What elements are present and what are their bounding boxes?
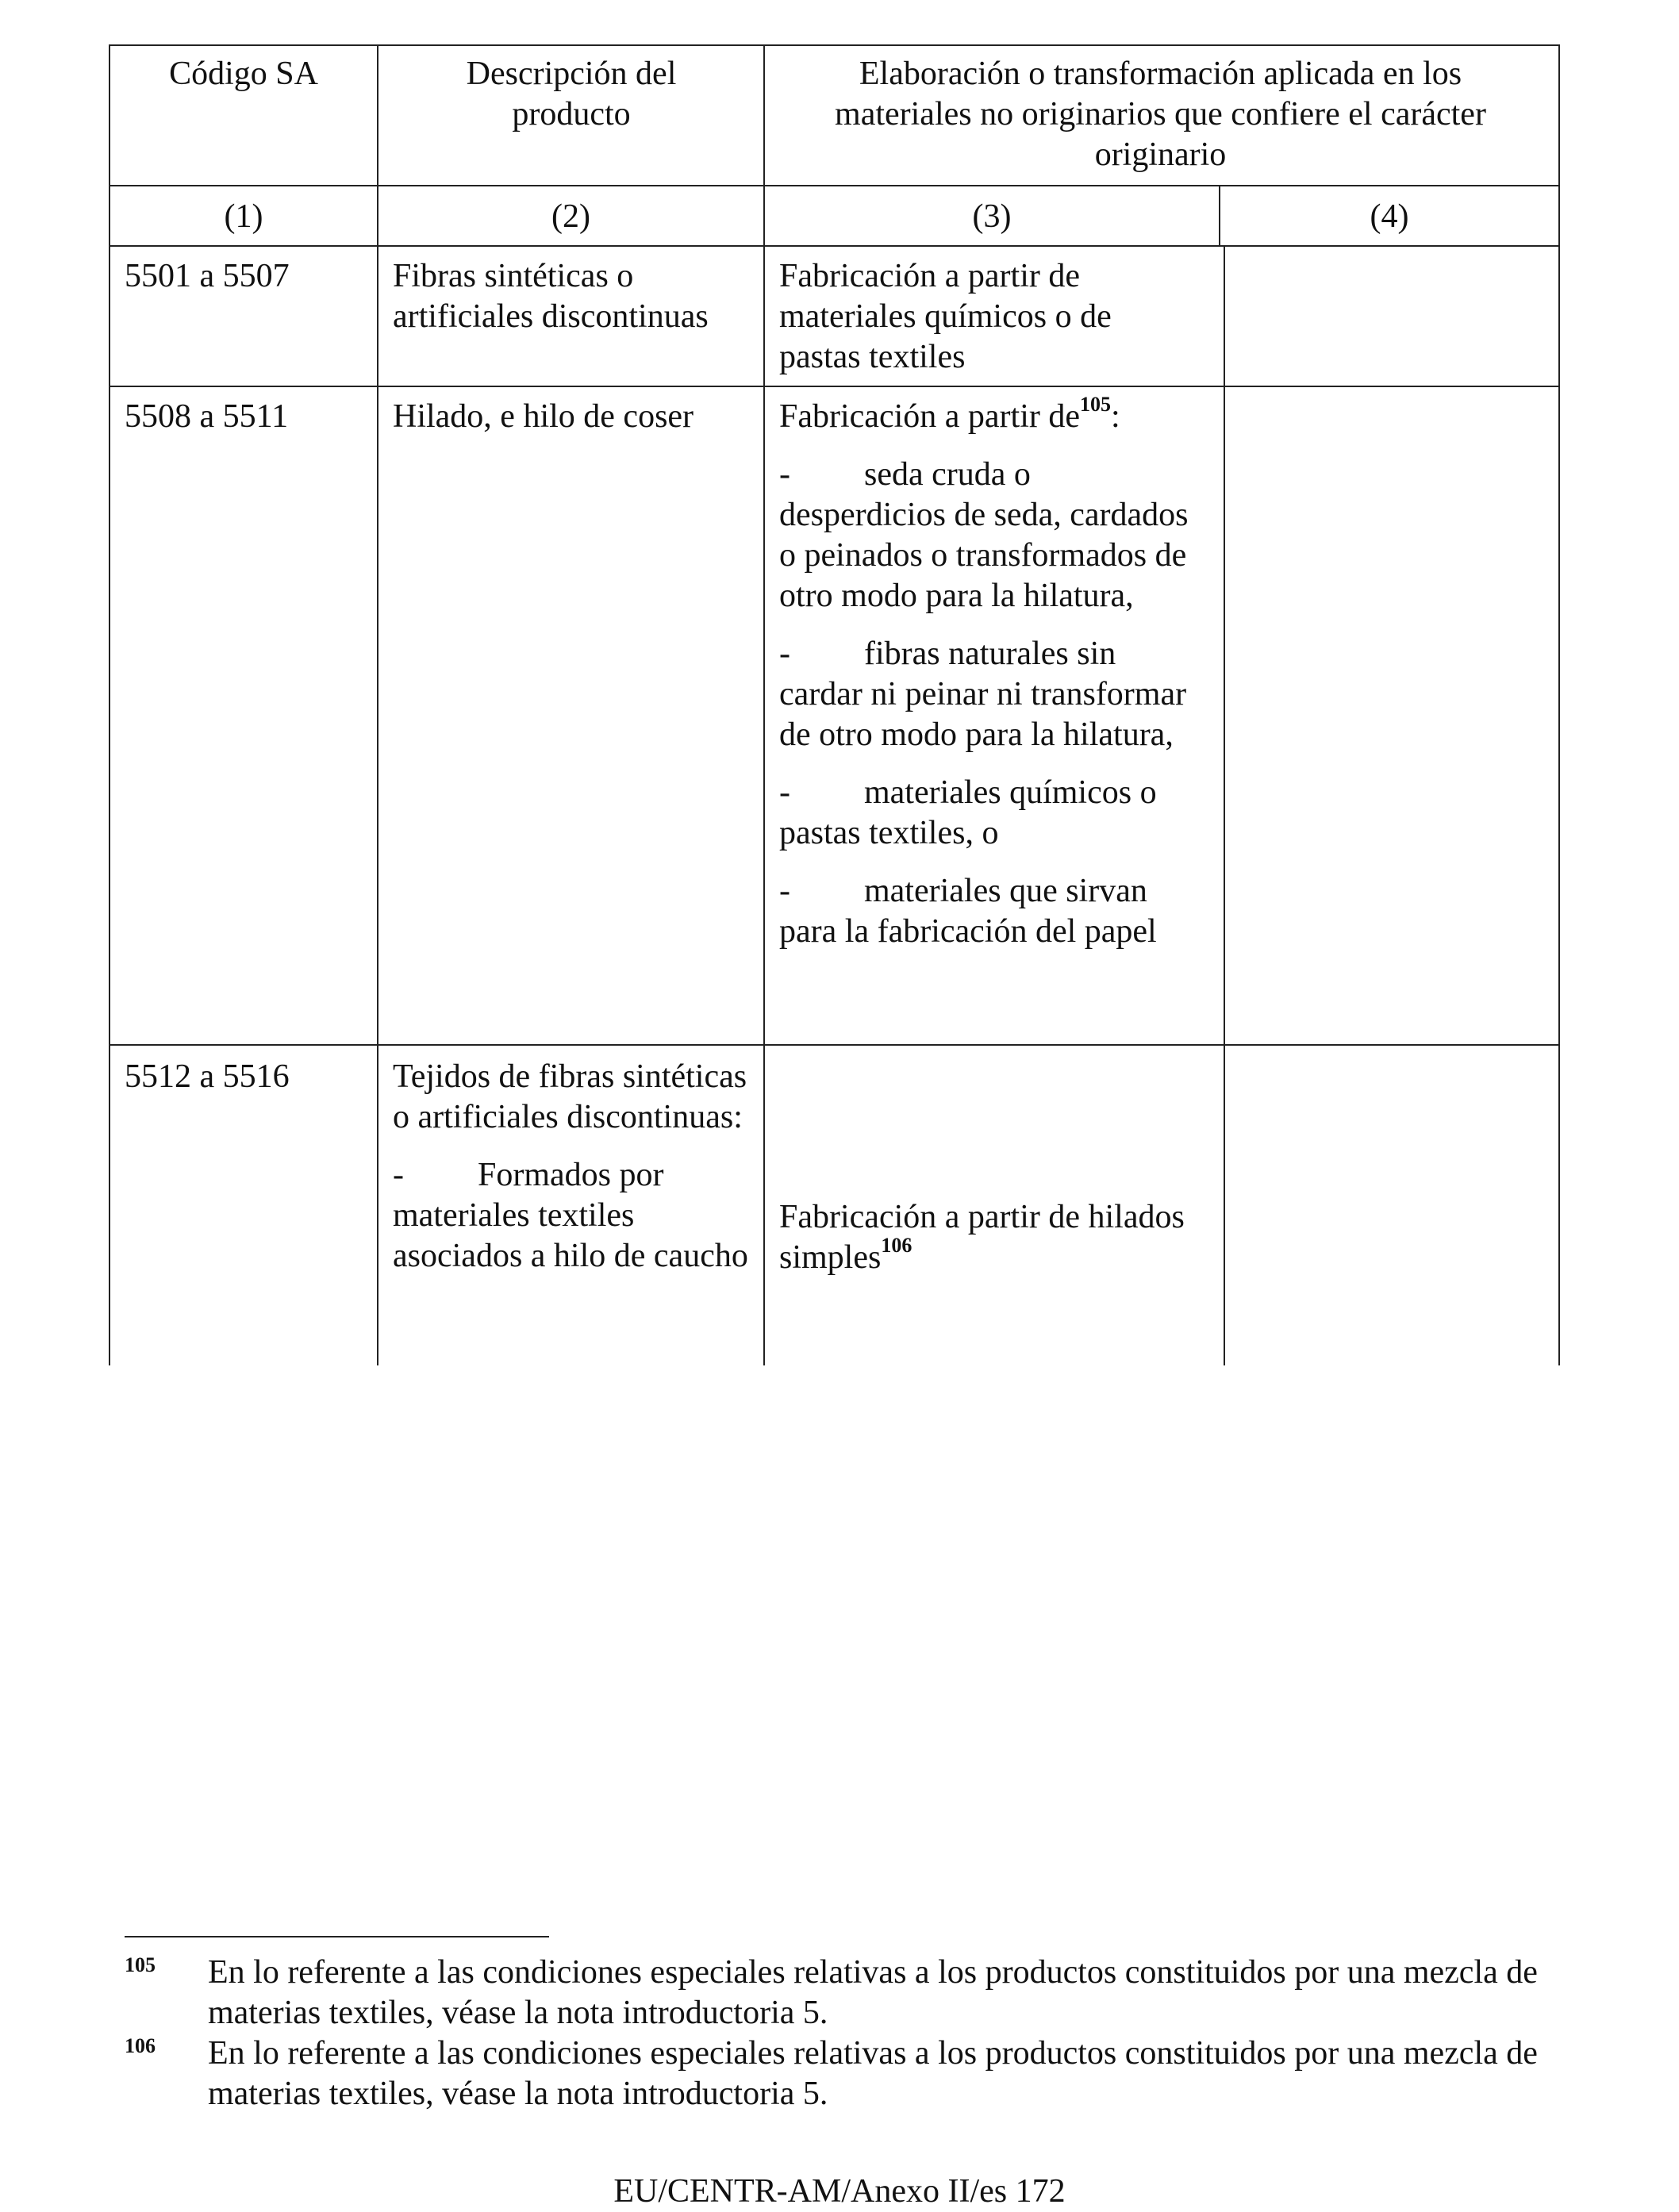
row1-processing-text: Fabricación a partir de materiales químicos o de pastas textiles — [779, 258, 1112, 375]
footnote-ref-105: 105 — [1079, 393, 1111, 416]
footnote-105-number: 105 — [125, 1953, 156, 1976]
column-number-3-text: (3) — [972, 198, 1012, 235]
row2-processing-intro — [779, 393, 1200, 437]
column-number-4 — [1220, 197, 1558, 237]
row2-code — [125, 397, 363, 437]
row2-processing-item — [779, 773, 1200, 854]
row3-description-text: Tejidos de fibras sintéticas o artificiales discontinuas: — [393, 1058, 747, 1135]
row1-code-text: 5501 a 5507 — [125, 258, 290, 294]
footnote-106-text: En lo referente a las condiciones especiales relativas a los productos constituidos por una mezcla de materias textiles, véase la nota introductoria 5. — [208, 2035, 1538, 2112]
row2-code-text: 5508 a 5511 — [125, 398, 289, 435]
column-number-1-text: (1) — [224, 198, 263, 235]
row3-subitem-dash: - — [393, 1157, 404, 1193]
row1-processing — [779, 256, 1200, 378]
column-number-2 — [378, 197, 763, 237]
row2-processing-item-dash: - — [779, 873, 790, 909]
footnote-105-text: En lo referente a las condiciones especiales relativas a los productos constituidos por una mezcla de materias textiles, véase la nota introductoria 5. — [208, 1954, 1538, 2031]
row3-processing-paragraph — [779, 1197, 1200, 1278]
row2-processing-item-text: materiales químicos o pastas textiles, o — [779, 774, 1157, 851]
row2-processing-intro-colon: : — [1110, 398, 1120, 435]
footnote-separator — [125, 1936, 549, 1937]
row2-processing-item-dash: - — [779, 456, 790, 493]
row2-processing-item — [779, 455, 1200, 616]
row3-code — [125, 1057, 363, 1097]
header-code-text: Código SA — [169, 56, 318, 92]
row2-description — [393, 397, 750, 437]
column-number-3 — [765, 197, 1219, 237]
row2-processing — [779, 393, 1200, 952]
row3-subitem-text: Formados por materiales textiles asociados a hilo de caucho — [393, 1157, 748, 1274]
row3-description-subitem — [393, 1155, 750, 1277]
row2-processing-item-dash: - — [779, 774, 790, 811]
row2-processing-item — [779, 634, 1200, 755]
row1-description-text: Fibras sintéticas o artificiales discontinuas — [393, 258, 709, 335]
row1-code — [125, 256, 363, 297]
footnote-106-number: 106 — [125, 2034, 156, 2057]
row2-processing-item — [779, 871, 1200, 952]
row1-description — [393, 256, 750, 337]
row3-processing-text: Fabricación a partir de hilados simples — [779, 1199, 1185, 1276]
row2-processing-intro-text: Fabricación a partir de — [779, 398, 1080, 435]
row3-description — [393, 1057, 750, 1277]
column-number-1 — [110, 197, 377, 237]
header-processing-text: Elaboración o transformación aplicada en los materiales no originarios que confiere el carácter originario — [835, 56, 1486, 173]
row2-processing-item-dash: - — [779, 636, 790, 672]
row2-processing-item-text: fibras naturales sin cardar ni peinar ni transformar de otro modo para la hilatura, — [779, 636, 1187, 753]
column-number-4-text: (4) — [1370, 198, 1409, 235]
header-col-code — [110, 54, 377, 94]
page-footer-text: EU/CENTR-AM/Anexo II/es 172 — [613, 2173, 1066, 2210]
column-number-2-text: (2) — [551, 198, 590, 235]
header-description-text: Descripción del producto — [466, 56, 677, 132]
footnote-ref-106: 106 — [881, 1234, 912, 1257]
row2-description-text: Hilado, e hilo de coser — [393, 398, 694, 435]
header-col-description — [428, 54, 714, 135]
page-footer — [0, 2172, 1679, 2212]
header-col-processing — [793, 54, 1527, 175]
row3-processing — [779, 1197, 1200, 1278]
row3-code-text: 5512 a 5516 — [125, 1058, 290, 1095]
row2-processing-item-text: materiales que sirvan para la fabricación del papel — [779, 873, 1157, 950]
row2-processing-item-text: seda cruda o desperdicios de seda, cardados o peinados o transformados de otro modo para la hilatura, — [779, 456, 1189, 614]
